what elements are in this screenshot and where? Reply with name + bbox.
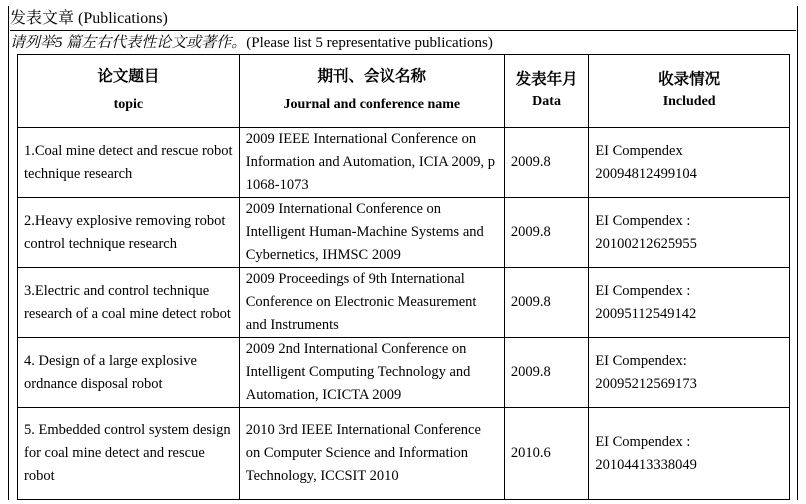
header-journal	[239, 55, 504, 128]
header-topic-en: topic	[113, 97, 144, 112]
cell-date: 2009.8	[504, 128, 588, 198]
header-date-en: Data	[532, 94, 561, 109]
header-included	[589, 55, 790, 128]
header-journal-cn: 期刊、会议名称	[317, 68, 427, 85]
cell-topic: 3.Electric and control technique research of a coal mine detect robot	[18, 268, 240, 338]
cell-topic: 2.Heavy explosive removing robot control technique research	[18, 198, 240, 268]
table-row	[18, 338, 790, 408]
header-journal-en: Journal and conference name	[283, 97, 461, 112]
table-row	[18, 268, 790, 338]
instruction-cn: 请列举5 篇左右代表性论文或著作。	[10, 35, 247, 51]
cell-date: 2009.8	[504, 198, 588, 268]
cell-journal: 2009 Proceedings of 9th International Conference on Electronic Measurement and Instruments	[239, 268, 504, 338]
section-title: 发表文章 (Publications)	[10, 8, 796, 31]
cell-topic: 5. Embedded control system design for coal mine detect and rescue robot	[18, 408, 240, 500]
cell-journal: 2009 2nd International Conference on Intelligent Computing Technology and Automation, ICICTA 2009	[239, 338, 504, 408]
table-row	[18, 128, 790, 198]
header-date-cn: 发表年月	[515, 71, 578, 88]
cell-topic: 1.Coal mine detect and rescue robot technique research	[18, 128, 240, 198]
cell-included: EI Compendex : 20104413338049	[589, 408, 790, 500]
header-included-en: Included	[662, 94, 716, 109]
cell-journal: 2009 IEEE International Conference on Information and Automation, ICIA 2009, p 1068-1073	[239, 128, 504, 198]
cell-included: EI Compendex 20094812499104	[589, 128, 790, 198]
cell-topic: 4. Design of a large explosive ordnance disposal robot	[18, 338, 240, 408]
cell-journal: 2010 3rd IEEE International Conference on Computer Science and Information Technology, ICCSIT 2010	[239, 408, 504, 500]
cell-journal: 2009 International Conference on Intelligent Human-Machine Systems and Cybernetics, IHMSC 2009	[239, 198, 504, 268]
instruction-text	[10, 32, 796, 54]
cell-included: EI Compendex: 20095212569173	[589, 338, 790, 408]
table-header-row	[18, 55, 790, 128]
cell-included: EI Compendex : 20095112549142	[589, 268, 790, 338]
table-row	[18, 408, 790, 500]
header-topic-cn: 论文题目	[97, 68, 160, 85]
publications-table	[17, 54, 790, 500]
cell-included: EI Compendex : 20100212625955	[589, 198, 790, 268]
table-row	[18, 198, 790, 268]
instruction-en: (Please list 5 representative publications)	[246, 35, 493, 51]
header-included-cn: 收录情况	[658, 71, 721, 88]
header-date	[504, 55, 588, 128]
cell-date: 2009.8	[504, 268, 588, 338]
cell-date: 2009.8	[504, 338, 588, 408]
header-topic	[18, 55, 240, 128]
cell-date: 2010.6	[504, 408, 588, 500]
